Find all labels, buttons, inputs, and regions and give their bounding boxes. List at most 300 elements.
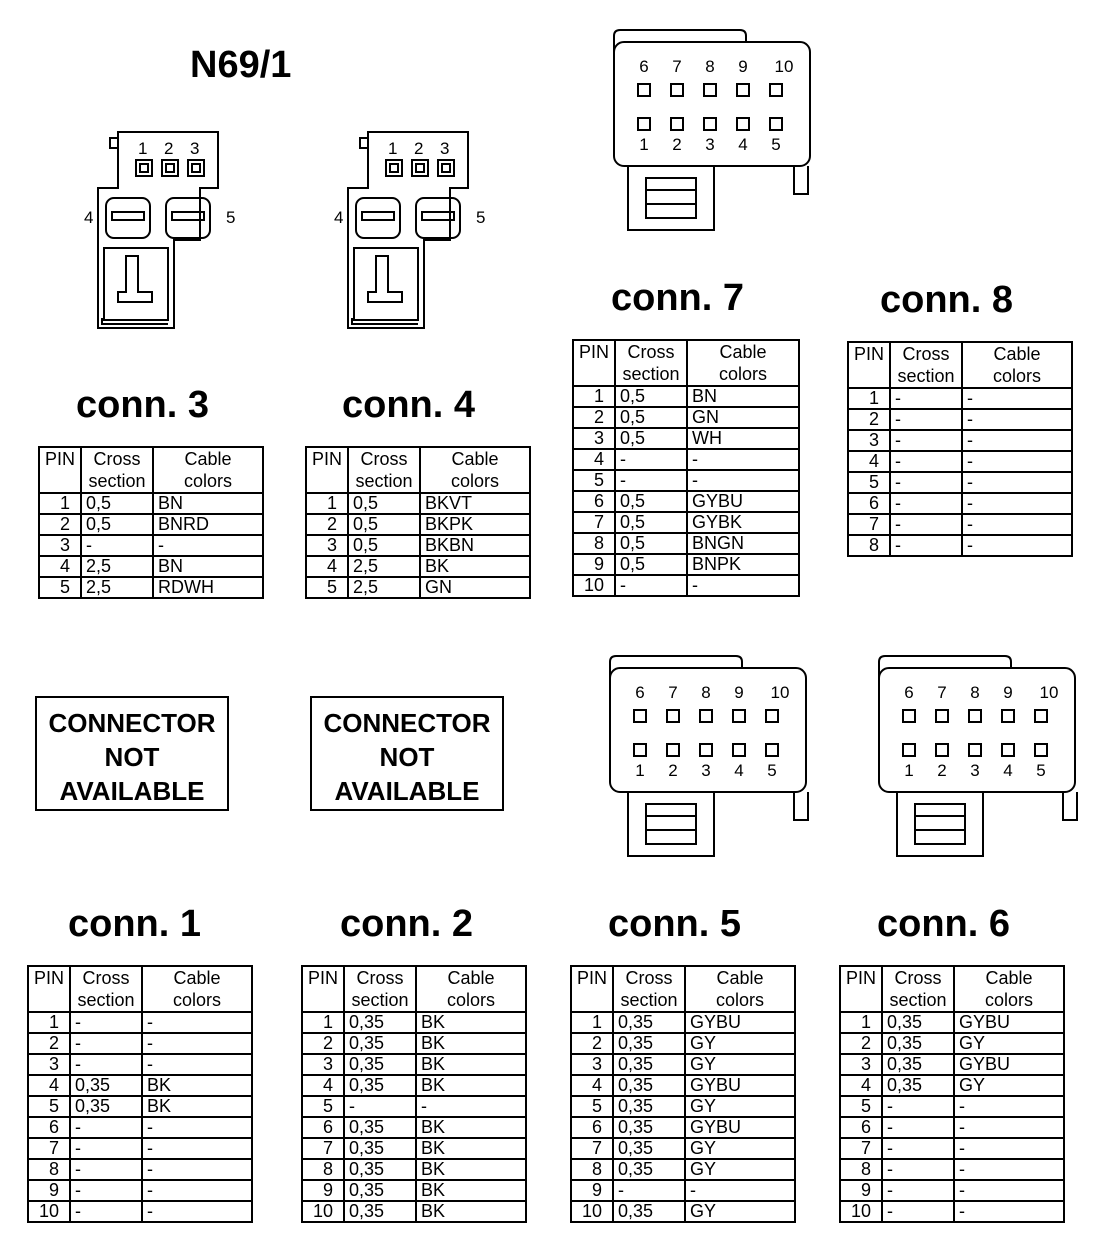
table-row <box>573 554 799 575</box>
cable-color-value: RDWH <box>153 577 263 598</box>
cable-color-value: - <box>687 575 799 596</box>
svg-text:5: 5 <box>771 135 781 154</box>
cross-section-value: 0,35 <box>613 1117 685 1138</box>
table-row <box>571 1201 795 1222</box>
svg-text:5: 5 <box>767 761 777 780</box>
table-row <box>302 1033 526 1054</box>
conn2-pin-table <box>301 965 527 1223</box>
table-row <box>306 577 530 598</box>
cross-section-value: - <box>882 1159 954 1180</box>
cable-color-value: BK <box>416 1033 526 1054</box>
pin-number: 4 <box>848 451 890 472</box>
na-line: NOT <box>379 742 435 772</box>
table-row <box>302 1159 526 1180</box>
cable-color-value: BN <box>687 386 799 407</box>
cable-color-value: GYBU <box>687 491 799 512</box>
pin-number: 1 <box>848 388 890 409</box>
pin-number: 7 <box>848 514 890 535</box>
header-cross-section: Cross section <box>344 966 416 1012</box>
cross-section-value: 0,35 <box>70 1075 142 1096</box>
cross-section-value: 0,5 <box>615 512 687 533</box>
cable-color-value: - <box>962 409 1072 430</box>
cross-section-value: 2,5 <box>81 556 153 577</box>
svg-text:1: 1 <box>904 761 914 780</box>
connector-4-drawing <box>330 130 500 335</box>
cross-section-value: 0,35 <box>613 1075 685 1096</box>
table-row <box>39 556 263 577</box>
pin-number: 9 <box>571 1180 613 1201</box>
table-row <box>840 1138 1064 1159</box>
pin-number: 9 <box>573 554 615 575</box>
svg-text:9: 9 <box>1003 683 1013 702</box>
svg-text:10: 10 <box>770 683 790 702</box>
table-row <box>28 1012 252 1033</box>
pin-number: 8 <box>302 1159 344 1180</box>
cross-section-value: - <box>882 1096 954 1117</box>
svg-text:5: 5 <box>1036 761 1046 780</box>
table-row <box>571 1033 795 1054</box>
cross-section-value: - <box>890 388 962 409</box>
pin-label: 1 <box>388 139 398 158</box>
conn8-pin-table <box>847 341 1073 557</box>
svg-text:6: 6 <box>639 57 649 76</box>
pin-number: 4 <box>840 1075 882 1096</box>
cross-section-value: 0,35 <box>344 1075 416 1096</box>
cable-color-value: - <box>142 1033 252 1054</box>
svg-text:6: 6 <box>635 683 645 702</box>
connector-3-drawing <box>80 130 250 335</box>
svg-text:4: 4 <box>734 761 744 780</box>
table-header <box>571 966 795 1012</box>
pin-number: 10 <box>571 1201 613 1222</box>
cable-color-value: WH <box>687 428 799 449</box>
conn7-pin-table <box>572 339 800 597</box>
table-row <box>573 386 799 407</box>
table-row <box>848 409 1072 430</box>
cable-color-value: - <box>142 1012 252 1033</box>
table-row <box>840 1033 1064 1054</box>
table-header <box>573 340 799 386</box>
table-header <box>306 447 530 493</box>
cable-color-value: GY <box>685 1054 795 1075</box>
table-row <box>306 556 530 577</box>
cross-section-value: 0,35 <box>613 1033 685 1054</box>
na-line: AVAILABLE <box>334 776 480 806</box>
cross-section-value: - <box>70 1138 142 1159</box>
pin-number: 4 <box>571 1075 613 1096</box>
header-pin: PIN <box>840 966 882 1012</box>
pin-number: 2 <box>848 409 890 430</box>
table-row <box>28 1138 252 1159</box>
pin-number: 2 <box>39 514 81 535</box>
header-cross-section: Cross section <box>70 966 142 1012</box>
pin-number: 5 <box>28 1096 70 1117</box>
cable-color-value: BNGN <box>687 533 799 554</box>
conn5-title: conn. 5 <box>608 903 742 945</box>
cable-color-value: - <box>954 1159 1064 1180</box>
header-cable-colors: Cable colors <box>687 340 799 386</box>
cross-section-value: - <box>70 1180 142 1201</box>
conn4-title: conn. 4 <box>342 384 476 426</box>
conn7-title: conn. 7 <box>611 277 745 319</box>
pin-number: 5 <box>571 1096 613 1117</box>
pin-label: 2 <box>414 139 424 158</box>
cross-section-value: - <box>890 493 962 514</box>
svg-text:3: 3 <box>970 761 980 780</box>
table-row <box>848 388 1072 409</box>
header-cross-section: Cross section <box>81 447 153 493</box>
cable-color-value: BKBN <box>420 535 530 556</box>
header-cable-colors: Cable colors <box>142 966 252 1012</box>
table-row <box>848 535 1072 556</box>
pin-number: 10 <box>28 1201 70 1222</box>
cross-section-value: 0,35 <box>70 1096 142 1117</box>
table-row <box>571 1159 795 1180</box>
cross-section-value: - <box>70 1033 142 1054</box>
cable-color-value: BK <box>142 1075 252 1096</box>
connector-7-drawing <box>608 28 818 238</box>
cross-section-value: 2,5 <box>81 577 153 598</box>
cross-section-value: - <box>882 1201 954 1222</box>
cable-color-value: - <box>142 1159 252 1180</box>
table-row <box>302 1054 526 1075</box>
connector-5-drawing <box>604 654 814 864</box>
table-row <box>848 493 1072 514</box>
table-row <box>571 1075 795 1096</box>
table-row <box>571 1054 795 1075</box>
cable-color-value: GY <box>685 1201 795 1222</box>
cable-color-value: BK <box>142 1096 252 1117</box>
table-row <box>302 1075 526 1096</box>
cable-color-value: GYBU <box>954 1054 1064 1075</box>
cross-section-value: - <box>890 535 962 556</box>
table-row <box>571 1180 795 1201</box>
table-row <box>28 1033 252 1054</box>
header-cross-section: Cross section <box>890 342 962 388</box>
cable-color-value: BNPK <box>687 554 799 575</box>
conn2-title: conn. 2 <box>340 903 474 945</box>
cross-section-value: 0,5 <box>348 493 420 514</box>
cross-section-value: 0,5 <box>615 554 687 575</box>
pin-label: 3 <box>190 139 200 158</box>
cable-color-value: BK <box>416 1075 526 1096</box>
header-cable-colors: Cable colors <box>416 966 526 1012</box>
conn1-title: conn. 1 <box>68 903 202 945</box>
cross-section-value: - <box>70 1117 142 1138</box>
pin-number: 7 <box>573 512 615 533</box>
header-pin: PIN <box>571 966 613 1012</box>
cable-color-value: - <box>685 1180 795 1201</box>
pin-number: 6 <box>840 1117 882 1138</box>
cross-section-value: 0,35 <box>344 1117 416 1138</box>
table-row <box>302 1096 526 1117</box>
cable-color-value: GYBU <box>685 1075 795 1096</box>
pin-number: 5 <box>573 470 615 491</box>
cross-section-value: 0,35 <box>882 1012 954 1033</box>
cross-section-value: - <box>890 472 962 493</box>
pin-number: 3 <box>571 1054 613 1075</box>
pin-number: 3 <box>302 1054 344 1075</box>
pin-number: 1 <box>39 493 81 514</box>
pin-number: 6 <box>573 491 615 512</box>
pin-number: 8 <box>848 535 890 556</box>
cable-color-value: BN <box>153 556 263 577</box>
cross-section-value: 0,35 <box>613 1012 685 1033</box>
cable-color-value: BKVT <box>420 493 530 514</box>
pin-number: 5 <box>840 1096 882 1117</box>
pin-number: 2 <box>28 1033 70 1054</box>
conn3-pin-table <box>38 446 264 599</box>
pin-number: 4 <box>39 556 81 577</box>
cable-color-value: - <box>142 1054 252 1075</box>
pin-label: 3 <box>440 139 450 158</box>
cable-color-value: - <box>954 1201 1064 1222</box>
pin-number: 7 <box>840 1138 882 1159</box>
cross-section-value: 0,35 <box>613 1138 685 1159</box>
cable-color-value: - <box>962 514 1072 535</box>
table-row <box>848 430 1072 451</box>
cable-color-value: BN <box>153 493 263 514</box>
table-row <box>573 533 799 554</box>
pin-number: 3 <box>840 1054 882 1075</box>
cross-section-value: 0,5 <box>615 491 687 512</box>
cross-section-value: - <box>890 514 962 535</box>
cable-color-value: - <box>954 1138 1064 1159</box>
table-row <box>39 493 263 514</box>
table-row <box>573 470 799 491</box>
pin-number: 9 <box>840 1180 882 1201</box>
cross-section-value: 0,5 <box>615 428 687 449</box>
pin-number: 9 <box>302 1180 344 1201</box>
cross-section-value: 0,35 <box>882 1075 954 1096</box>
cable-color-value: BK <box>416 1180 526 1201</box>
table-row <box>848 472 1072 493</box>
pin-number: 8 <box>28 1159 70 1180</box>
pin-number: 4 <box>306 556 348 577</box>
cross-section-value: - <box>882 1138 954 1159</box>
pin-number: 3 <box>306 535 348 556</box>
pin-number: 8 <box>573 533 615 554</box>
cross-section-value: 0,5 <box>348 535 420 556</box>
cross-section-value: 0,35 <box>882 1033 954 1054</box>
main-title: N69/1 <box>190 44 292 86</box>
pin-number: 4 <box>302 1075 344 1096</box>
conn1-pin-table <box>27 965 253 1223</box>
table-row <box>573 407 799 428</box>
svg-text:7: 7 <box>937 683 947 702</box>
cross-section-value: - <box>70 1159 142 1180</box>
header-pin: PIN <box>848 342 890 388</box>
table-row <box>306 493 530 514</box>
table-header <box>848 342 1072 388</box>
cable-color-value: - <box>962 451 1072 472</box>
header-cable-colors: Cable colors <box>685 966 795 1012</box>
header-cable-colors: Cable colors <box>420 447 530 493</box>
svg-text:3: 3 <box>701 761 711 780</box>
table-row <box>840 1180 1064 1201</box>
pin-number: 1 <box>302 1012 344 1033</box>
cross-section-value: 0,35 <box>613 1201 685 1222</box>
pin-number: 7 <box>302 1138 344 1159</box>
cable-color-value: BK <box>416 1138 526 1159</box>
cable-color-value: GYBK <box>687 512 799 533</box>
svg-text:1: 1 <box>635 761 645 780</box>
cross-section-value: 0,35 <box>344 1159 416 1180</box>
cross-section-value: - <box>615 575 687 596</box>
pin-number: 2 <box>571 1033 613 1054</box>
svg-text:4: 4 <box>738 135 748 154</box>
cross-section-value: - <box>70 1201 142 1222</box>
pin-number: 2 <box>573 407 615 428</box>
cable-color-value: - <box>954 1117 1064 1138</box>
table-row <box>571 1117 795 1138</box>
table-row <box>302 1117 526 1138</box>
cable-color-value: BKPK <box>420 514 530 535</box>
header-pin: PIN <box>573 340 615 386</box>
na-line: CONNECTOR <box>48 708 216 738</box>
svg-text:8: 8 <box>705 57 715 76</box>
cable-color-value: GN <box>420 577 530 598</box>
connector-not-available-1 <box>35 696 229 811</box>
table-row <box>28 1180 252 1201</box>
pin-number: 5 <box>306 577 348 598</box>
cable-color-value: - <box>687 470 799 491</box>
cross-section-value: 0,35 <box>344 1180 416 1201</box>
header-cross-section: Cross section <box>882 966 954 1012</box>
pin-number: 4 <box>573 449 615 470</box>
svg-text:10: 10 <box>774 57 794 76</box>
cross-section-value: 2,5 <box>348 556 420 577</box>
cable-color-value: - <box>687 449 799 470</box>
conn8-title: conn. 8 <box>880 279 1014 321</box>
cross-section-value: 2,5 <box>348 577 420 598</box>
header-cable-colors: Cable colors <box>954 966 1064 1012</box>
pin-number: 8 <box>840 1159 882 1180</box>
table-row <box>848 451 1072 472</box>
svg-text:9: 9 <box>738 57 748 76</box>
header-pin: PIN <box>28 966 70 1012</box>
cross-section-value: 0,35 <box>344 1012 416 1033</box>
header-cable-colors: Cable colors <box>962 342 1072 388</box>
header-pin: PIN <box>302 966 344 1012</box>
cable-color-value: - <box>142 1138 252 1159</box>
table-row <box>302 1012 526 1033</box>
cross-section-value: 0,5 <box>615 407 687 428</box>
pin-number: 7 <box>571 1138 613 1159</box>
cross-section-value: - <box>81 535 153 556</box>
cross-section-value: 0,5 <box>348 514 420 535</box>
pin-label: 5 <box>226 208 236 227</box>
cable-color-value: GYBU <box>685 1012 795 1033</box>
header-pin: PIN <box>39 447 81 493</box>
cable-color-value: - <box>962 388 1072 409</box>
table-row <box>840 1117 1064 1138</box>
table-row <box>28 1159 252 1180</box>
table-row <box>28 1054 252 1075</box>
table-row <box>840 1075 1064 1096</box>
table-row <box>573 449 799 470</box>
cable-color-value: GY <box>685 1096 795 1117</box>
pin-number: 2 <box>306 514 348 535</box>
pin-number: 3 <box>573 428 615 449</box>
table-row <box>571 1138 795 1159</box>
cable-color-value: BK <box>416 1012 526 1033</box>
table-row <box>39 535 263 556</box>
cross-section-value: - <box>890 451 962 472</box>
svg-text:3: 3 <box>705 135 715 154</box>
cable-color-value: - <box>954 1096 1064 1117</box>
pin-number: 1 <box>306 493 348 514</box>
cross-section-value: 0,35 <box>344 1033 416 1054</box>
cross-section-value: 0,35 <box>613 1096 685 1117</box>
cross-section-value: 0,35 <box>344 1054 416 1075</box>
table-row <box>28 1117 252 1138</box>
cable-color-value: - <box>962 430 1072 451</box>
pin-number: 3 <box>39 535 81 556</box>
cable-color-value: GYBU <box>685 1117 795 1138</box>
cross-section-value: 0,5 <box>615 533 687 554</box>
cable-color-value: - <box>142 1201 252 1222</box>
pin-number: 1 <box>28 1012 70 1033</box>
conn3-title: conn. 3 <box>76 384 210 426</box>
pin-number: 6 <box>571 1117 613 1138</box>
svg-text:4: 4 <box>1003 761 1013 780</box>
table-header <box>28 966 252 1012</box>
cable-color-value: GY <box>954 1075 1064 1096</box>
table-row <box>573 491 799 512</box>
svg-text:10: 10 <box>1039 683 1059 702</box>
cable-color-value: BNRD <box>153 514 263 535</box>
table-header <box>39 447 263 493</box>
table-row <box>573 428 799 449</box>
table-row <box>848 514 1072 535</box>
table-row <box>840 1201 1064 1222</box>
na-line: NOT <box>104 742 160 772</box>
table-row <box>302 1201 526 1222</box>
na-line: CONNECTOR <box>323 708 491 738</box>
pin-number: 1 <box>571 1012 613 1033</box>
cable-color-value: - <box>416 1096 526 1117</box>
svg-text:1: 1 <box>639 135 649 154</box>
svg-text:2: 2 <box>937 761 947 780</box>
pin-label: 1 <box>138 139 148 158</box>
svg-text:7: 7 <box>672 57 682 76</box>
pin-number: 10 <box>302 1201 344 1222</box>
cable-color-value: BK <box>416 1159 526 1180</box>
cross-section-value: - <box>70 1012 142 1033</box>
svg-text:8: 8 <box>970 683 980 702</box>
cross-section-value: - <box>613 1180 685 1201</box>
cross-section-value: 0,5 <box>81 493 153 514</box>
pin-number: 3 <box>848 430 890 451</box>
svg-text:9: 9 <box>734 683 744 702</box>
cable-color-value: BK <box>416 1117 526 1138</box>
pin-number: 10 <box>573 575 615 596</box>
table-row <box>306 535 530 556</box>
table-row <box>28 1201 252 1222</box>
cable-color-value: BK <box>420 556 530 577</box>
pin-number: 3 <box>28 1054 70 1075</box>
cross-section-value: 0,5 <box>615 386 687 407</box>
pin-label: 4 <box>334 208 344 227</box>
table-row <box>39 577 263 598</box>
pin-number: 1 <box>573 386 615 407</box>
cable-color-value: - <box>962 472 1072 493</box>
table-row <box>840 1012 1064 1033</box>
cross-section-value: - <box>882 1180 954 1201</box>
svg-text:6: 6 <box>904 683 914 702</box>
cross-section-value: - <box>890 430 962 451</box>
